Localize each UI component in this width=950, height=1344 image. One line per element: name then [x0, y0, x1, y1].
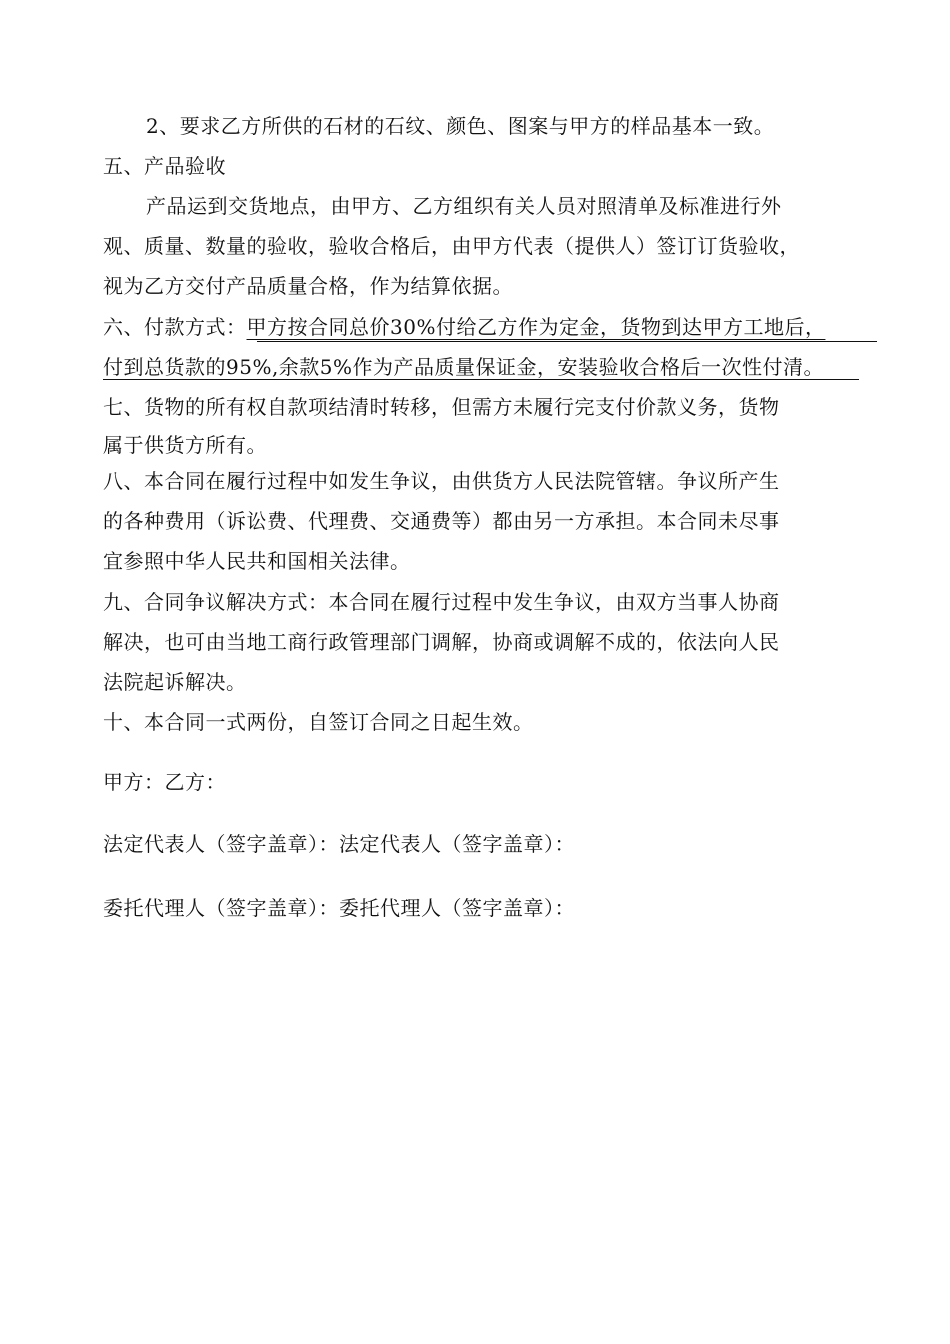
- section-6-prefix: 六、付款方式：: [103, 315, 247, 339]
- section-8-line-3: 宜参照中华人民共和国相关法律。: [103, 549, 411, 573]
- signature-legal-representatives: 法定代表人（签字盖章）：法定代表人（签字盖章）：: [103, 832, 575, 856]
- payment-underline-rule-2: [103, 379, 859, 380]
- section-5-paragraph-line-1: 产品运到交货地点，由甲方、乙方组织有关人员对照清单及标准进行外: [146, 194, 782, 218]
- section-6-payment-line-2: [103, 353, 824, 381]
- section-7-line-1: 七、货物的所有权自款项结清时转移，但需方未履行完支付价款义务，货物: [103, 395, 780, 419]
- section-8-line-1: 八、本合同在履行过程中如发生争议，由供货方人民法院管辖。争议所产生: [103, 469, 780, 493]
- section-8-line-2: 的各种费用（诉讼费、代理费、交通费等）都由另一方承担。本合同未尽事: [103, 509, 780, 533]
- payment-terms-underlined-2: 付到总货款的95%,余款5%作为产品质量保证金，安装验收合格后一次性付清。: [103, 355, 825, 379]
- section-5-paragraph-line-3: 视为乙方交付产品质量合格，作为结算依据。: [103, 274, 513, 298]
- section-9-line-3: 法院起诉解决。: [103, 670, 247, 694]
- signature-parties: 甲方：乙方：: [103, 770, 226, 794]
- section-6-payment-line-1: [103, 313, 825, 341]
- section-5-paragraph-line-2: 观、质量、数量的验收，验收合格后，由甲方代表（提供人）签订订货验收，: [103, 234, 800, 258]
- section-9-line-1: 九、合同争议解决方式：本合同在履行过程中发生争议，由双方当事人协商: [103, 590, 780, 614]
- section-10-line: 十、本合同一式两份，自签订合同之日起生效。: [103, 710, 534, 734]
- signature-authorized-agents: 委托代理人（签字盖章）：委托代理人（签字盖章）：: [103, 896, 575, 920]
- section-5-title: 五、产品验收: [103, 154, 226, 178]
- payment-terms-underlined-1: 甲方按合同总价30%付给乙方作为定金，货物到达甲方工地后，: [246, 315, 826, 339]
- item-2-stone-requirement: 2、要求乙方所供的石材的石纹、颜色、图案与甲方的样品基本一致。: [146, 114, 775, 138]
- section-9-line-2: 解决，也可由当地工商行政管理部门调解，协商或调解不成的，依法向人民: [103, 630, 780, 654]
- payment-underline-rule-1: [257, 341, 877, 342]
- section-7-line-2: 属于供货方所有。: [103, 433, 267, 457]
